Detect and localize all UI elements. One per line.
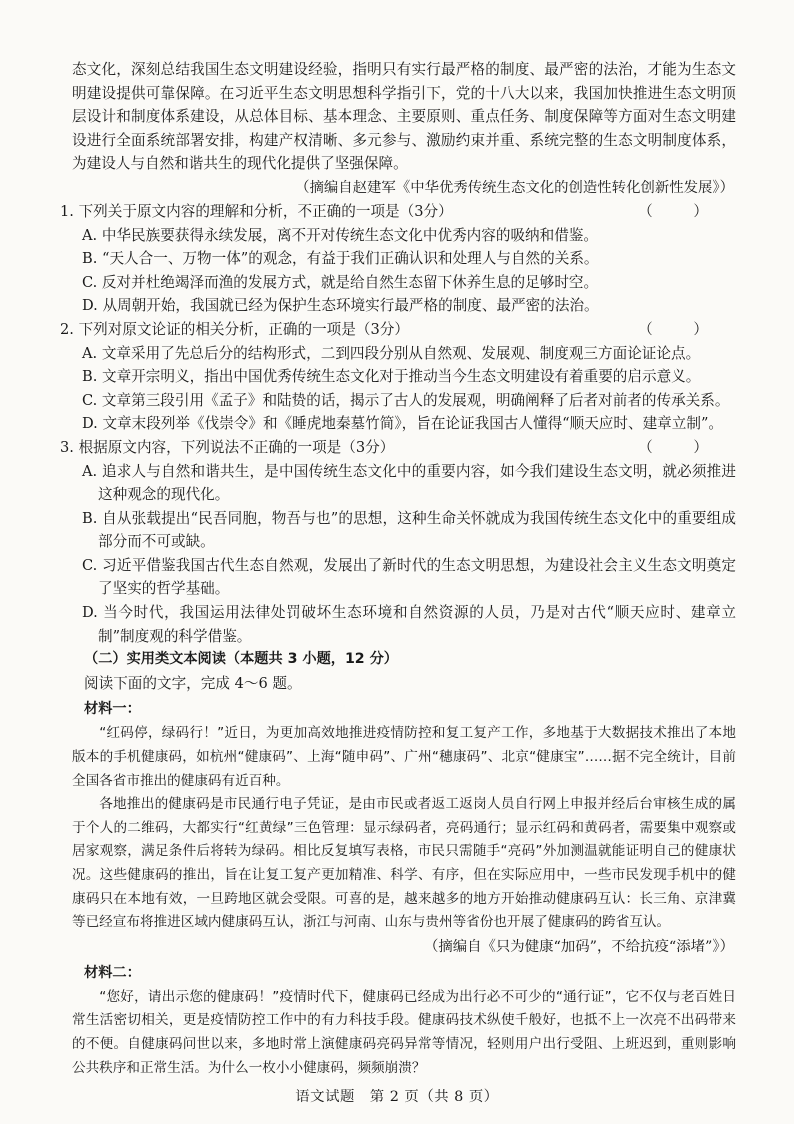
section-title: （二）实用类文本阅读（本题共 3 小题，12 分） <box>84 651 398 668</box>
option-a: A. 文章采用了先总后分的结构形式，二到四段分别从自然观、发展观、制度观三方面论证论点。 <box>82 344 701 362</box>
option-c: C. 习近平借鉴我国古代生态自然观，发展出了新时代的生态文明思想，为建设社会主义生态文明奠定了坚实的哲学基础。 <box>82 556 736 598</box>
question-text: 2. 下列对原文论证的相关分析，正确的一项是（3分） <box>60 320 409 338</box>
page-footer: 语文试题 第 2 页（共 8 页） <box>295 1089 499 1105</box>
option-d: D. 从周朝开始，我国就已经为保护生态环境实行最严格的制度、最严密的法治。 <box>82 297 599 315</box>
material-1-title: 材料一： <box>84 701 141 718</box>
option-d: D. 当今时代，我国运用法律处罚破坏生态环境和自然资源的人员，乃是对古代“顺天应时、建章立制”制度观的科学借鉴。 <box>82 604 736 645</box>
option-c: C. 文章第三段引用《孟子》和陆贽的话，揭示了古人的发展观，明确阐释了后者对前者的传承关系。 <box>82 391 730 409</box>
answer-blank: （ ） <box>638 438 726 456</box>
question-text: 1. 下列关于原文内容的理解和分析，不正确的一项是（3分） <box>60 202 453 220</box>
option-b: B. “天人合一、万物一体”的观念，有益于我们正确认识和处理人与自然的关系。 <box>82 250 599 268</box>
option-d: D. 文章末段列举《伐崇令》和《睡虎地秦墓竹简》，旨在论证我国古人懂得“顺天应时、建章立制”。 <box>82 415 724 433</box>
intro-paragraph: 态文化，深刻总结我国生态文明建设经验，指明只有实行最严格的制度、最严密的法治，才能为生态文明建设提供可靠保障。在习近平生态文明思想科学指引下，党的十八大以来，我国加快推进生态文明顶层设计和制度体系建设，从总体目标、基本理念、主要原则、重点任务、制度保障等方面对生态文明建设进行全面系统部署安排，构建产权清晰、多元参与、激励约束并重、系统完整的生态文明制度体系，为建设人与自然和谐共生的现代化提供了坚强保障。 <box>72 61 736 173</box>
option-a: A. 中华民族要获得永续发展，离不开对传统生态文化中优秀内容的吸纳和借鉴。 <box>82 226 599 244</box>
question-stem <box>60 436 736 460</box>
option-b: B. 自从张载提出“民吾同胞，物吾与也”的思想，这种生命关怀就成为我国传统生态文化中的重要组成部分而不可或缺。 <box>82 509 736 551</box>
question-1 <box>60 200 736 318</box>
option-a: A. 追求人与自然和谐共生，是中国传统生态文化中的重要内容，如今我们建设生态文明，就必须推进这种观念的现代化。 <box>82 462 736 504</box>
material-2-paragraph-1: “您好，请出示您的健康码！”疫情时代下，健康码已经成为出行必不可少的“通行证”，它不仅与老百姓日常生活密切相关，更是疫情防控工作中的有力科技手段。健康码技术纵使千般好，也抵不上一次亮不出码带来的不便。自健康码问世以来，多地时常上演健康码亮码异常等情况，轻则用户出行受阻、上班迟到，重则影响公共秩序和正常生活。为什么一枚小小健康码，频频崩溃？ <box>72 988 736 1076</box>
question-2 <box>60 318 736 436</box>
material-1-paragraph-2: 各地推出的健康码是市民通行电子凭证，是由市民或者返工返岗人员自行网上申报并经后台审核生成的属于个人的二维码，大都实行“红黄绿”三色管理：显示绿码者，亮码通行；显示红码和黄码者，需要集中观察或居家观察，满足条件后将转为绿码。相比反复填写表格，市民只需随手“亮码”外加测温就能证明自己的健康状况。这些健康码的推出，旨在让复工复产更加精准、科学、有序，但在实际应用中，一些市民发现手机中的健康码只在本地有效，一旦跨地区就会受限。可喜的是，越来越多的地方开始推动健康码互认：长三角、京津冀等已经宣布将推进区域内健康码互认，浙江与河南、山东与贵州等省份也开展了健康码的跨省互认。 <box>72 796 736 931</box>
material-1-source: （摘编自《只为健康“加码”，不给抗疫“添堵”》） <box>423 938 734 955</box>
material-2-title: 材料二： <box>84 964 141 981</box>
question-stem <box>60 200 736 224</box>
question-3 <box>60 436 736 648</box>
option-c: C. 反对并杜绝竭泽而渔的发展方式，就是给自然生态留下休养生息的足够时空。 <box>82 273 599 291</box>
question-text: 3. 根据原文内容，下列说法不正确的一项是（3分） <box>60 438 395 456</box>
intro-source: （摘编自赵建军《中华优秀传统生态文化的创造性转化创新性发展》） <box>295 179 734 196</box>
option-b: B. 文章开宗明义，指出中国优秀传统生态文化对于推动当今生态文明建设有着重要的启示意义。 <box>82 368 701 386</box>
answer-blank: （ ） <box>638 320 726 338</box>
question-stem <box>60 318 736 342</box>
section-instruction: 阅读下面的文字，完成 4～6 题。 <box>84 674 302 692</box>
material-1-paragraph-1: “红码停，绿码行！”近日，为更加高效地推进疫情防控和复工复产工作，多地基于大数据技术推出了本地版本的手机健康码，如杭州“健康码”、上海“随申码”、广州“穗康码”、北京“健康宝”……据不完全统计，目前全国各省市推出的健康码有近百种。 <box>72 725 736 789</box>
answer-blank: （ ） <box>638 202 726 220</box>
